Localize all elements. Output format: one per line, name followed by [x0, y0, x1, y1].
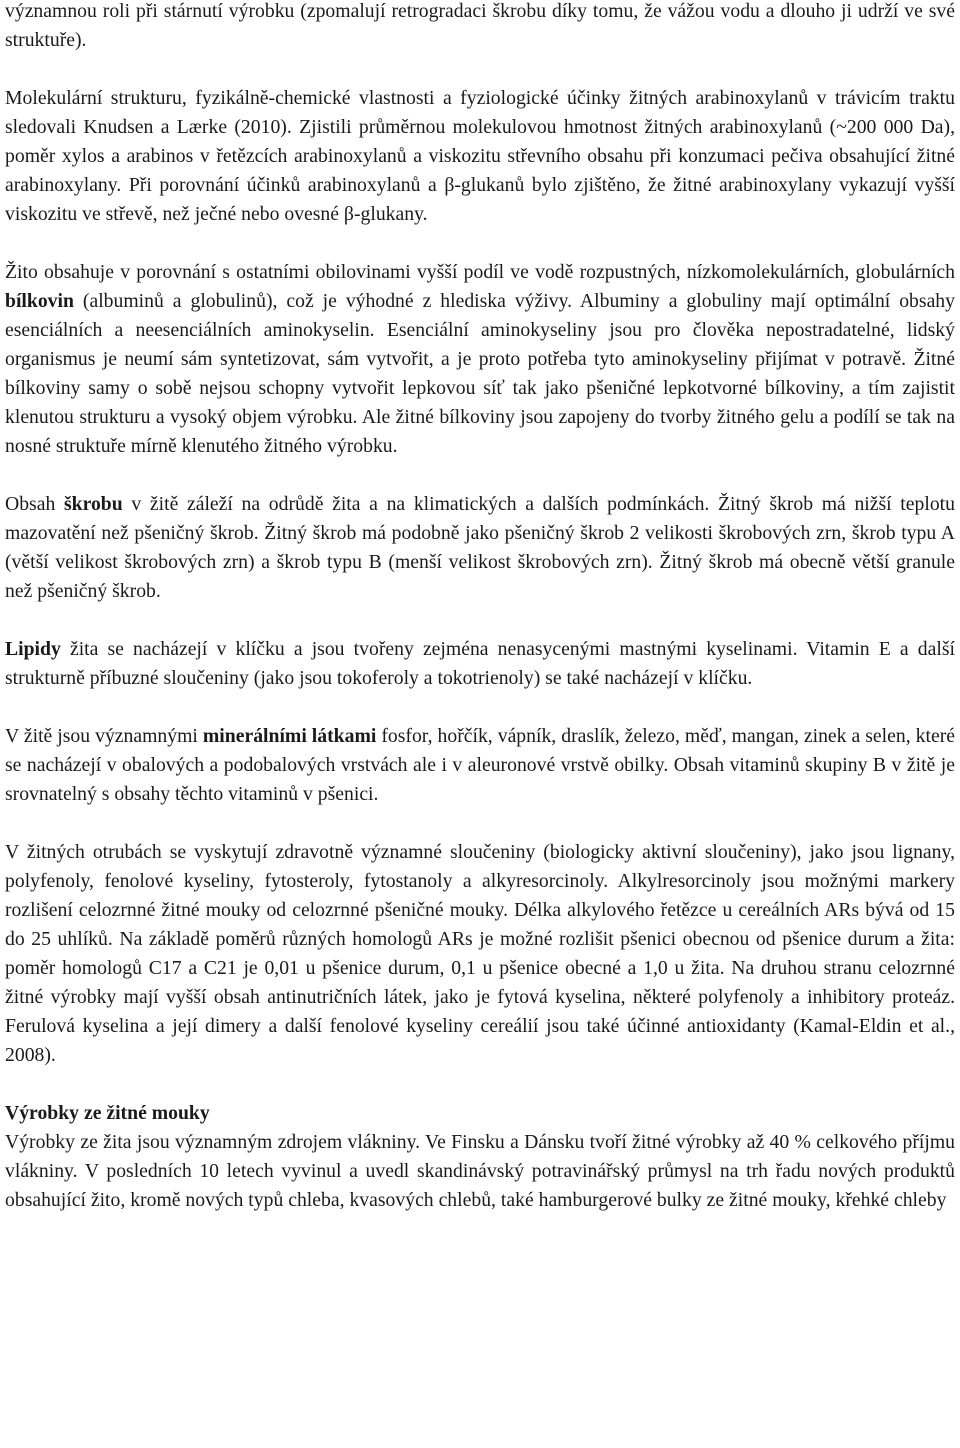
paragraph-starch [5, 490, 955, 606]
lipids-keyword: Lipidy [5, 638, 61, 660]
paragraph-retrogradation: významnou roli při stárnutí výrobku (zpomalují retrogradaci škrobu díky tomu, že vážou vodu a dlouho ji udrží ve své struktuře). [5, 0, 955, 51]
paragraph-arabinoxylans: Molekulární strukturu, fyzikálně-chemické vlastnosti a fyziologické účinky žitných arabinoxylanů v trávicím traktu sledovali Knudsen a Lærke (2010). Zjistili průměrnou molekulovou hmotnost žitných arabinoxylanů (~200 000 Da), poměr xylos a arabinos v řetězcích arabinoxylanů a viskozitu střevního obsahu při konzumaci pečiva obsahující žitné arabinoxylany. Při porovnání účinků arabinoxylanů a β-glukanů bylo zjištěno, že žitné arabinoxylany vykazují vyšší viskozitu ve střevě, než ječné nebo ovesné β-glukany. [5, 87, 955, 225]
paragraph-bioactive-compounds: V žitných otrubách se vyskytují zdravotně významné sloučeniny (biologicky aktivní sloučeniny), jako jsou lignany, polyfenoly, fenolové kyseliny, fytosteroly, fytostanoly a alkyresorcinoly. Alkylresorcinoly jsou možnými markery rozlišení celozrnné žitné mouky od celozrnné pšeničné mouky. Délka alkylového řetězce u cereálních ARs bývá od 15 do 25 uhlíků. Na základě poměrů různých homologů ARs je možné rozlišit pšenici obecnou od pšenice durum a žita: poměr homologů C17 a C21 je 0,01 u pšenice durum, 0,1 u pšenice obecné a 1,0 u žita. Na druhou stranu celozrnné žitné výrobky mají vyšší obsah antinutričních látek, jako je fytová kyselina, některé polyfenoly a inhibitory proteáz. Ferulová kyselina a její dimery a další fenolové kyseliny cereálií jsou také účinné antioxidanty (Kamal-Eldin et al., 2008). [5, 841, 955, 1066]
paragraph-proteins [5, 258, 955, 461]
starch-text-after: v žitě záleží na odrůdě žita a na klimatických a dalších podmínkách. Žitný škrob má nižší teplotu mazovatění než pšeničný škrob. Žitný škrob má podobně jako pšeničný škrob 2 velikosti škrobových zrn, škrob typu A (větší velikost škrobových zrn) a škrob typu B (menší velikost škrobových zrn). Žitný škrob má obecně větší granule než pšeničný škrob. [5, 493, 955, 602]
minerals-text-before: V žitě jsou významnými [5, 725, 203, 747]
proteins-text-after: (albuminů a globulinů), což je výhodné z hlediska výživy. Albuminy a globuliny mají optimální obsahy esenciálních a neesenciálních aminokyselin. Esenciální aminokyseliny jsou pro člověka nepostradatelné, lidský organismus je neumí sám syntetizovat, sám vytvořit, a je proto potřeba tyto aminokyseliny přijímat v potravě. Žitné bílkoviny samy o sobě nejsou schopny vytvořit lepkovou síť tak jako pšeničné lepkotvorné bílkoviny, a tím zajistit klenutou strukturu a vysoký objem výrobku. Ale žitné bílkoviny jsou zapojeny do tvorby žitného gelu a podílí se tak na nosné struktuře mírně klenutého žitného výrobku. [5, 290, 955, 457]
minerals-text-after: fosfor, hořčík, vápník, draslík, železo, měď, mangan, zinek a selen, které se nacházejí v obalových a podobalových vrstvách ale i v aleuronové vrstvě obilky. Obsah vitaminů skupiny B v žitě je srovnatelný s obsahy těchto vitaminů v pšenici. [5, 725, 955, 805]
starch-text-before: Obsah [5, 493, 64, 515]
paragraph-minerals [5, 722, 955, 809]
proteins-keyword: bílkovin [5, 290, 74, 312]
document-page [5, 0, 955, 1215]
minerals-keyword: minerálními látkami [202, 725, 377, 747]
section-heading-rye-products: Výrobky ze žitné mouky [5, 1102, 210, 1124]
proteins-text-before: Žito obsahuje v porovnání s ostatními obilovinami vyšší podíl ve vodě rozpustných, nízkomolekulárních, globulárních [5, 261, 955, 283]
starch-keyword: škrobu [63, 493, 123, 515]
paragraph-lipids [5, 635, 955, 693]
paragraph-rye-products: Výrobky ze žita jsou významným zdrojem vlákniny. Ve Finsku a Dánsku tvoří žitné výrobky až 40 % celkového příjmu vlákniny. V posledních 10 letech vyvinul a uvedl skandinávský potravinářský průmysl na trh řadu nových produktů obsahující žito, kromě nových typů chleba, kvasových chlebů, také hamburgerové bulky ze žitné mouky, křehké chleby [5, 1131, 955, 1211]
lipids-text-after: žita se nacházejí v klíčku a jsou tvořeny zejména nenasycenými mastnými kyselinami. Vitamin E a další strukturně příbuzné sloučeniny (jako jsou tokoferoly a tokotrienoly) se také nacházejí v klíčku. [5, 638, 955, 689]
